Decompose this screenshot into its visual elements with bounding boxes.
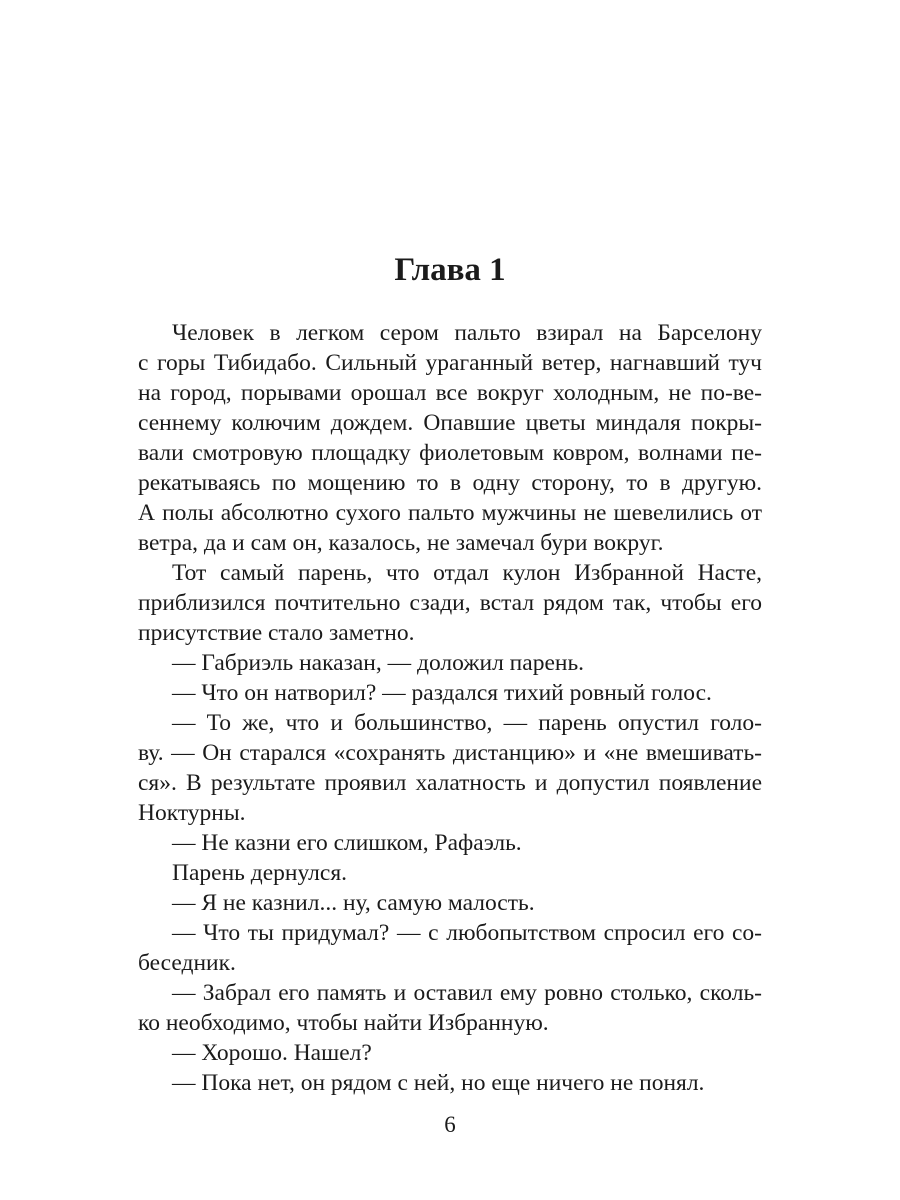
dialogue-paragraph: [138, 648, 762, 678]
text-line: Ноктурны.: [138, 800, 246, 826]
dialogue-paragraph: [138, 1038, 762, 1068]
text-line: Тот самый парень, что отдал кулон Избранной Насте,: [172, 560, 762, 586]
text-line: ву. — Он старался «сохранять дистанцию» и «не вмешивать-: [138, 740, 762, 766]
paragraph: [138, 858, 762, 888]
text-line: вали смотровую площадку фиолетовым ковром, волнами пе-: [138, 440, 762, 466]
text-line: — Забрал его память и оставил ему ровно столько, сколь-: [172, 980, 762, 1006]
text-line: Человек в легком сером пальто взирал на Барселону: [172, 320, 762, 346]
dialogue-paragraph: [138, 828, 762, 858]
text-line: на город, порывами орошал все вокруг холодным, не по-ве-: [138, 380, 762, 406]
text-line: — Что он натворил? — раздался тихий ровный голос.: [172, 680, 712, 706]
text-line: с горы Тибидабо. Сильный ураганный ветер, нагнавший туч: [138, 350, 762, 376]
dialogue-paragraph: [138, 678, 762, 708]
body-text: [138, 318, 762, 1098]
dialogue-paragraph: [138, 708, 762, 828]
text-line: сеннему колючим дождем. Опавшие цветы миндаля покры-: [138, 410, 762, 436]
text-line: Парень дернулся.: [172, 860, 348, 886]
chapter-title: Глава 1: [394, 252, 506, 288]
text-line: — Габриэль наказан, — доложил парень.: [172, 650, 585, 676]
text-line: — Я не казнил... ну, самую малость.: [172, 890, 535, 916]
text-line: — То же, что и большинство, — парень опустил голо-: [172, 710, 762, 736]
text-line: — Что ты придумал? — с любопытством спросил его со-: [172, 920, 762, 946]
text-line: беседник.: [138, 950, 236, 976]
paragraph: [138, 318, 762, 558]
text-line: ко необходимо, чтобы найти Избранную.: [138, 1010, 549, 1036]
dialogue-paragraph: [138, 888, 762, 918]
page-number: 6: [444, 1112, 456, 1137]
dialogue-paragraph: [138, 918, 762, 978]
text-line: ся». В результате проявил халатность и допустил появление: [138, 770, 762, 796]
text-line: рекатываясь по мощению то в одну сторону, то в другую.: [138, 470, 762, 496]
text-line: — Не казни его слишком, Рафаэль.: [172, 830, 522, 856]
text-line: присутствие стало заметно.: [138, 620, 415, 646]
dialogue-paragraph: [138, 978, 762, 1038]
text-line: — Пока нет, он рядом с ней, но еще ничего не понял.: [172, 1070, 705, 1096]
dialogue-paragraph: [138, 1068, 762, 1098]
text-line: приблизился почтительно сзади, встал рядом так, чтобы его: [138, 590, 762, 616]
text-line: ветра, да и сам он, казалось, не замечал бури вокруг.: [138, 530, 664, 556]
text-line: А полы абсолютно сухого пальто мужчины не шевелились от: [138, 500, 762, 526]
paragraph: [138, 558, 762, 648]
text-line: — Хорошо. Нашел?: [172, 1040, 372, 1066]
